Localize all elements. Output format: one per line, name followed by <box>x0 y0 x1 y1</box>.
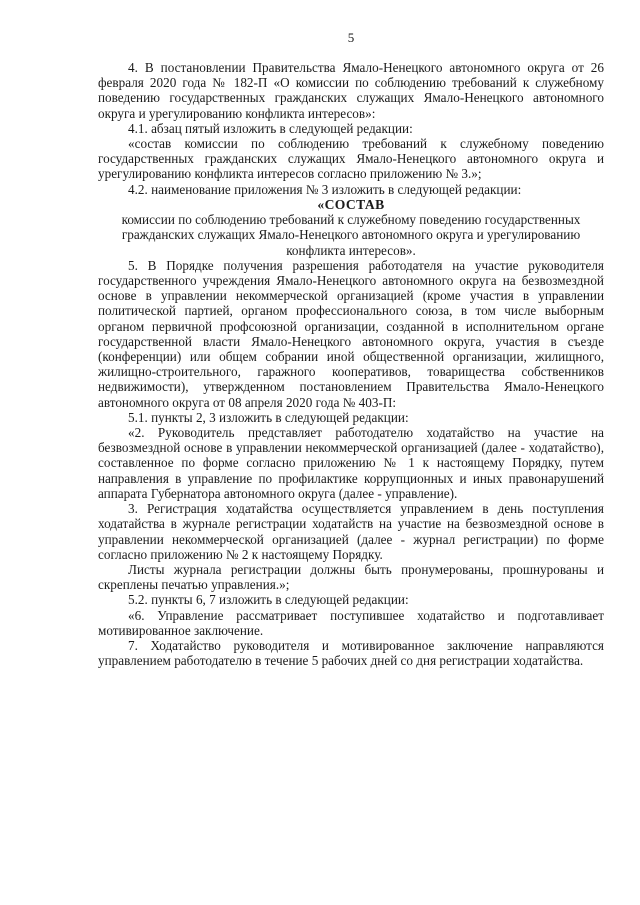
paragraph-item-3: 3. Регистрация ходатайства осуществляется управлением в день поступления ходатайства в журнале регистрации ходатайств на участие на безвозмездной основе в управлении некоммерческой организацией (далее - журнал регистрации) по форме согласно приложению № 2 к настоящему Порядку. <box>98 501 604 562</box>
paragraph-quote-item-2: «2. Руководитель представляет работодателю ходатайство на участие на безвозмездной основе в управлении некоммерческой организацией (далее - ходатайство), составленное по форме согласно приложению № 1 к настоящему Порядку, путем направления в управление по профилактике коррупционных и иных правонарушений аппарата Губернатора автономного округа (далее - управление). <box>98 425 604 501</box>
paragraph-item-4-2: 4.2. наименование приложения № 3 изложить в следующей редакции: <box>128 181 522 197</box>
heading-composition: «СОСТАВ <box>317 196 385 212</box>
paragraph-quote-composition: «состав комиссии по соблюдению требований к служебному поведению государственных гражданских служащих Ямало-Ненецкого автономного округа и урегулированию конфликта интересов согласно приложению № 3.»; <box>98 136 604 182</box>
paragraph-quote-item-6: «6. Управление рассматривает поступившее ходатайство и подготавливает мотивированное заключение. <box>98 607 604 638</box>
page-number: 5 <box>347 30 355 45</box>
paragraph-item-4: 4. В постановлении Правительства Ямало-Ненецкого автономного округа от 26 февраля 2020 года № 182-П «О комиссии по соблюдению требований к служебному поведению государственных гражданских служащих Ямало-Ненецкого автономного округа и урегулированию конфликта интересов»: <box>98 60 604 121</box>
heading-subtitle: комиссии по соблюдению требований к служебному поведению государственных гражданских служащих Ямало-Ненецкого автономного округа и урегулированию конфликта интересов». <box>121 212 581 258</box>
paragraph-item-5-2: 5.2. пункты 6, 7 изложить в следующей редакции: <box>128 592 409 608</box>
paragraph-journal-sheets: Листы журнала регистрации должны быть пронумерованы, прошнурованы и скреплены печатью управления.»; <box>98 561 604 593</box>
paragraph-item-5: 5. В Порядке получения разрешения работодателя на участие руководителя государственного учреждения Ямало-Ненецкого автономного округа на безвозмездной основе в управлении некоммерческой организацией (кроме участия в управлении политической партией, органом профессионального союза, в том числе выборным органом первичной профсоюзной организации, созданной в исполнительном органе государственной власти Ямало-Ненецкого автономного округа, участия в съезде (конференции) или общем собрании иной общественной организации, жилищного, жилищно-строительного, гаражного кооперативов, товарищества собственников недвижимости), утвержденном постановлением Правительства Ямало-Ненецкого автономного округа от 08 апреля 2020 года № 403-П: <box>98 257 604 410</box>
paragraph-item-5-1: 5.1. пункты 2, 3 изложить в следующей редакции: <box>128 409 409 425</box>
paragraph-item-7: 7. Ходатайство руководителя и мотивированное заключение направляются управлением работодателю в течение 5 рабочих дней со дня регистрации ходатайства. <box>98 637 604 669</box>
paragraph-item-4-1: 4.1. абзац пятый изложить в следующей редакции: <box>128 120 413 136</box>
